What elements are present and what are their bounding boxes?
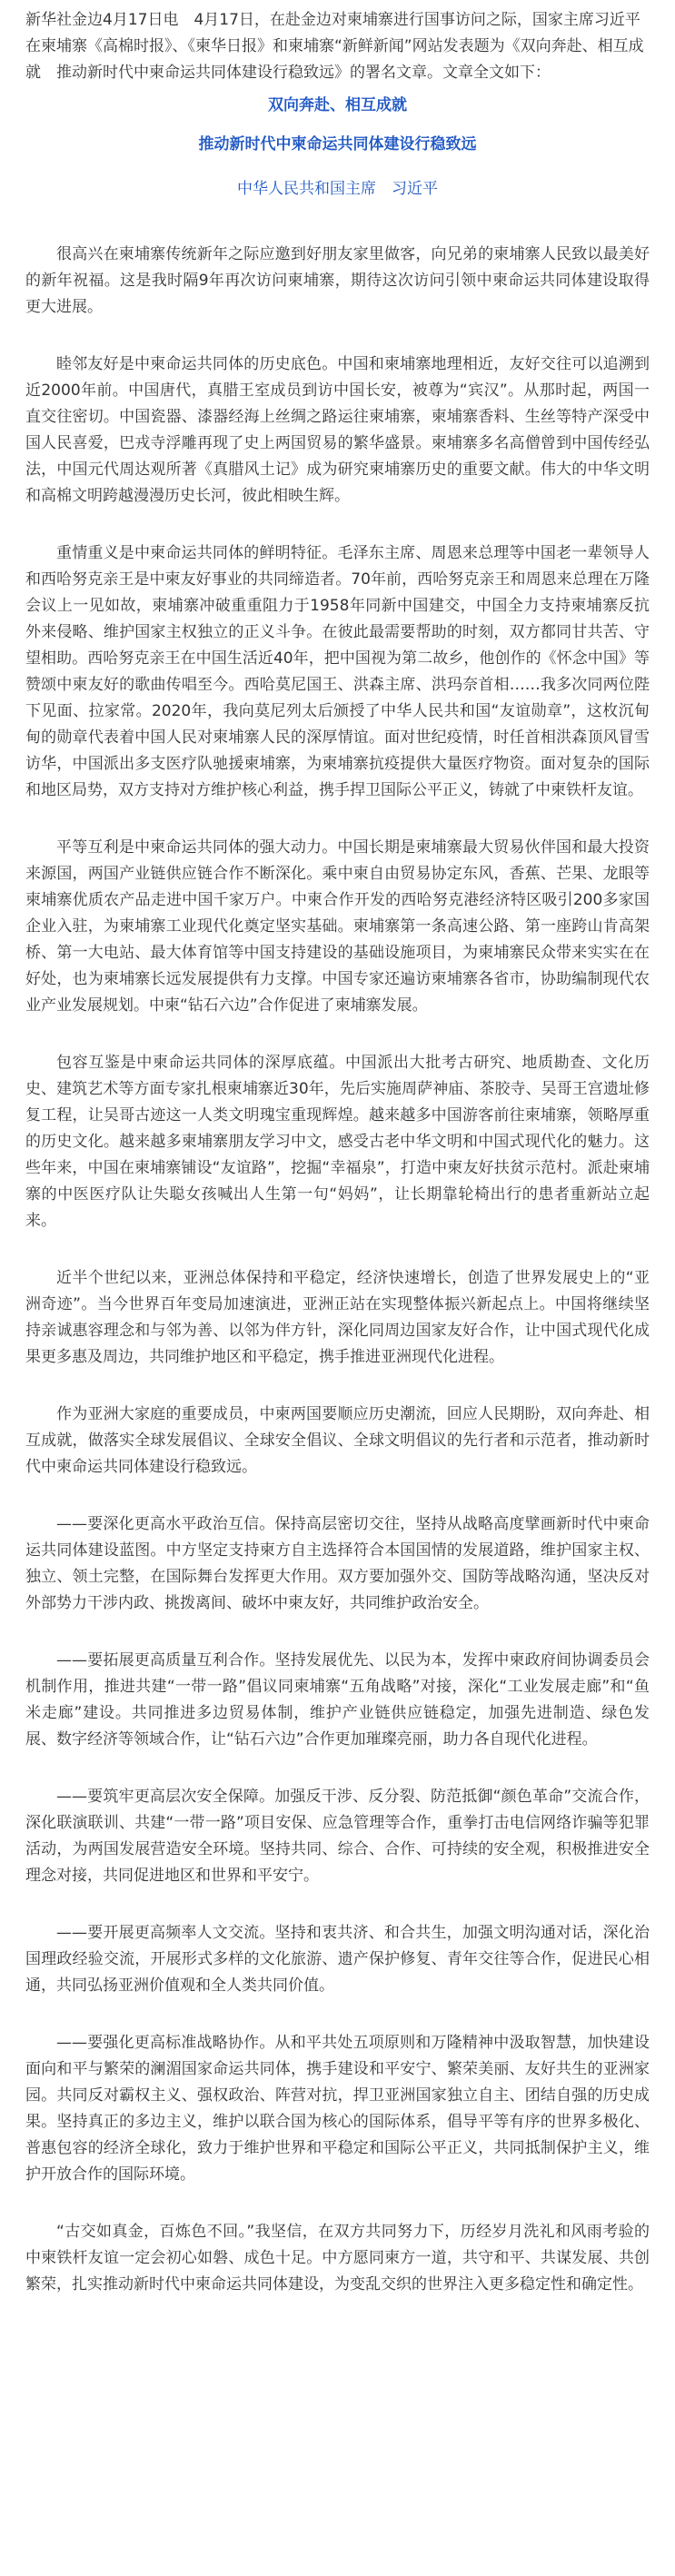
body-paragraph: ——要筑牢更高层次安全保障。加强反干涉、反分裂、防范抵御“颜色革命”交流合作，深化联演联训、共建“一带一路”项目安保、应急管理等合作，重拳打击电信网络诈骗等犯罪活动，为两国发展营造安全环境。坚持共同、综合、合作、可持续的安全观，积极推进安全理念对接，共同促进地区和世界和平安宁。: [25, 1788, 650, 1885]
body-paragraph: 平等互利是中柬命运共同体的强大动力。中国长期是柬埔寨最大贸易伙伴国和最大投资来源国，两国产业链供应链合作不断深化。乘中柬自由贸易协定东风，香蕉、芒果、龙眼等柬埔寨优质农产品走进中国千家万户。中柬合作开发的西哈努克港经济特区吸引200多家国企业入驻，为柬埔寨工业现代化奠定坚实基础。柬埔寨第一条高速公路、第一座跨山肯高架桥、第一大电站、最大体育馆等中国支持建设的基础设施项目，为柬埔寨民众带来实实在在好处，也为柬埔寨长远发展提供有力支撑。中国专家还遍访柬埔寨各省市，协助编制现代农业产业发展规划。中柬“钻石六边”合作促进了柬埔寨发展。: [25, 838, 650, 1015]
body-paragraph: 很高兴在柬埔寨传统新年之际应邀到好朋友家里做客，向兄弟的柬埔寨人民致以最美好的新年祝福。这是我时隔9年再次访问柬埔寨，期待这次访问引领中柬命运共同体建设取得更大进展。: [25, 245, 650, 316]
article-title-line-1: 双向奔赴、相互成就: [268, 96, 407, 114]
author-byline: 中华人民共和国主席 习近平: [237, 180, 438, 198]
lead-paragraph: 新华社金边4月17日电 4月17日，在赴金边对柬埔寨进行国事访问之际，国家主席习近平在柬埔寨《高棉时报》、《柬华日报》和柬埔寨“新鲜新闻”网站发表题为《双向奔赴、相互成就 推动新时代中柬命运共同体建设行稳致远》的署名文章。文章全文如下：: [25, 11, 644, 82]
body-paragraph: 重情重义是中柬命运共同体的鲜明特征。毛泽东主席、周恩来总理等中国老一辈领导人和西哈努克亲王是中柬友好事业的共同缔造者。70年前，西哈努克亲王和周恩来总理在万隆会议上一见如故，柬埔寨冲破重重阻力于1958年同新中国建交，中国全力支持柬埔寨反抗外来侵略、维护国家主权独立的正义斗争。在彼此最需要帮助的时刻，双方都同甘共苦、守望相助。西哈努克亲王在中国生活近40年，把中国视为第二故乡，他创作的《怀念中国》等赞颂中柬友好的歌曲传唱至今。西哈莫尼国王、洪森主席、洪玛奈首相……我多次同两位陛下见面、拉家常。2020年，我向莫尼列太后颁授了中华人民共和国“友谊勋章”，这枚沉甸甸的勋章代表着中国人民对柬埔寨人民的深厚情谊。面对世纪疫情，时任首相洪森顶风冒雪访华，中国派出多支医疗队驰援柬埔寨，为柬埔寨抗疫提供大量医疗物资。面对复杂的国际和地区局势，双方支持对方维护核心利益，携手捍卫国际公平正义，铸就了中柬铁杆友谊。: [25, 544, 650, 799]
body-paragraph: 睦邻友好是中柬命运共同体的历史底色。中国和柬埔寨地理相近，友好交往可以追溯到近2000年前。中国唐代，真腊王室成员到访中国长安，被尊为“宾汉”。从那时起，两国一直交往密切。中国瓷器、漆器经海上丝绸之路运往柬埔寨，柬埔寨香料、生丝等特产深受中国人民喜爱，巴戎寺浮雕再现了史上两国贸易的繁华盛景。柬埔寨多名高僧曾到中国传经弘法，中国元代周达观所著《真腊风土记》成为研究柬埔寨历史的重要文献。伟大的中华文明和高棉文明跨越漫漫历史长河，彼此相映生辉。: [25, 355, 650, 505]
body-paragraph: ——要开展更高频率人文交流。坚持和衷共济、和合共生，加强文明沟通对话，深化治国理政经验交流，开展形式多样的文化旅游、遗产保护修复、青年交往等合作，促进民心相通，共同弘扬亚洲价值观和全人类共同价值。: [25, 1924, 650, 1995]
body-paragraph: ——要强化更高标准战略协作。从和平共处五项原则和万隆精神中汲取智慧，加快建设面向和平与繁荣的澜湄国家命运共同体，携手建设和平安宁、繁荣美丽、友好共生的亚洲家园。共同反对霸权主义、强权政治、阵营对抗，捍卫亚洲国家独立自主、团结自强的历史成果。坚持真正的多边主义，维护以联合国为核心的国际体系，倡导平等有序的世界多极化、普惠包容的经济全球化，致力于维护世界和平稳定和国际公平正义，共同抵制保护主义，维护开放合作的国际环境。: [25, 2034, 650, 2184]
body-paragraph: 作为亚洲大家庭的重要成员，中柬两国要顺应历史潮流，回应人民期盼，双向奔赴、相互成就，做落实全球发展倡议、全球安全倡议、全球文明倡议的先行者和示范者，推动新时代中柬命运共同体建设行稳致远。: [25, 1405, 650, 1476]
body-paragraph: ——要拓展更高质量互利合作。坚持发展优先、以民为本，发挥中柬政府间协调委员会机制作用，推进共建“一带一路”倡议同柬埔寨“五角战略”对接，深化“工业发展走廊”和“鱼米走廊”建设。共同推进多边贸易体制，维护产业链供应链稳定，加强先进制造、绿色发展、数字经济等领域合作，让“钻石六边”合作更加璀璨亮丽，助力各自现代化进程。: [25, 1651, 650, 1749]
article-body: [25, 242, 650, 2298]
article-title-line-2: 推动新时代中柬命运共同体建设行稳致远: [198, 135, 477, 154]
body-paragraph: 包容互鉴是中柬命运共同体的深厚底蕴。中国派出大批考古研究、地质勘查、文化历史、建筑艺术等方面专家扎根柬埔寨近30年，先后实施周萨神庙、茶胶寺、吴哥王宫遗址修复工程，让吴哥古迹这一人类文明瑰宝重现辉煌。越来越多中国游客前往柬埔寨，领略厚重的历史文化。越来越多柬埔寨朋友学习中文，感受古老中华文明和中国式现代化的魅力。这些年来，中国在柬埔寨铺设“友谊路”，挖掘“幸福泉”，打造中柬友好扶贫示范村。派赴柬埔寨的中医医疗队让失聪女孩喊出人生第一句“妈妈”，让长期靠轮椅出行的患者重新站立起来。: [25, 1054, 650, 1230]
body-paragraph: 近半个世纪以来，亚洲总体保持和平稳定，经济快速增长，创造了世界发展史上的“亚洲奇迹”。当今世界百年变局加速演进，亚洲正站在实现整体振兴新起点上。中国将继续坚持亲诚惠容理念和与邻为善、以邻为伴方针，深化同周边国家友好合作，让中国式现代化成果更多惠及周边，共同维护地区和平稳定，携手推进亚洲现代化进程。: [25, 1269, 650, 1366]
body-paragraph: “古交如真金，百炼色不回。”我坚信，在双方共同努力下，历经岁月洗礼和风雨考验的中柬铁杆友谊一定会初心如磐、成色十足。中方愿同柬方一道，共守和平、共谋发展、共创繁荣，扎实推动新时代中柬命运共同体建设，为变乱交织的世界注入更多稳定性和确定性。: [25, 2223, 650, 2294]
body-paragraph: ——要深化更高水平政治互信。保持高层密切交往，坚持从战略高度擘画新时代中柬命运共同体建设蓝图。中方坚定支持柬方自主选择符合本国国情的发展道路，维护国家主权、独立、领土完整，在国际舞台发挥更大作用。双方要加强外交、国防等战略沟通，坚决反对外部势力干涉内政、挑拨离间、破坏中柬友好，共同维护政治安全。: [25, 1515, 650, 1612]
